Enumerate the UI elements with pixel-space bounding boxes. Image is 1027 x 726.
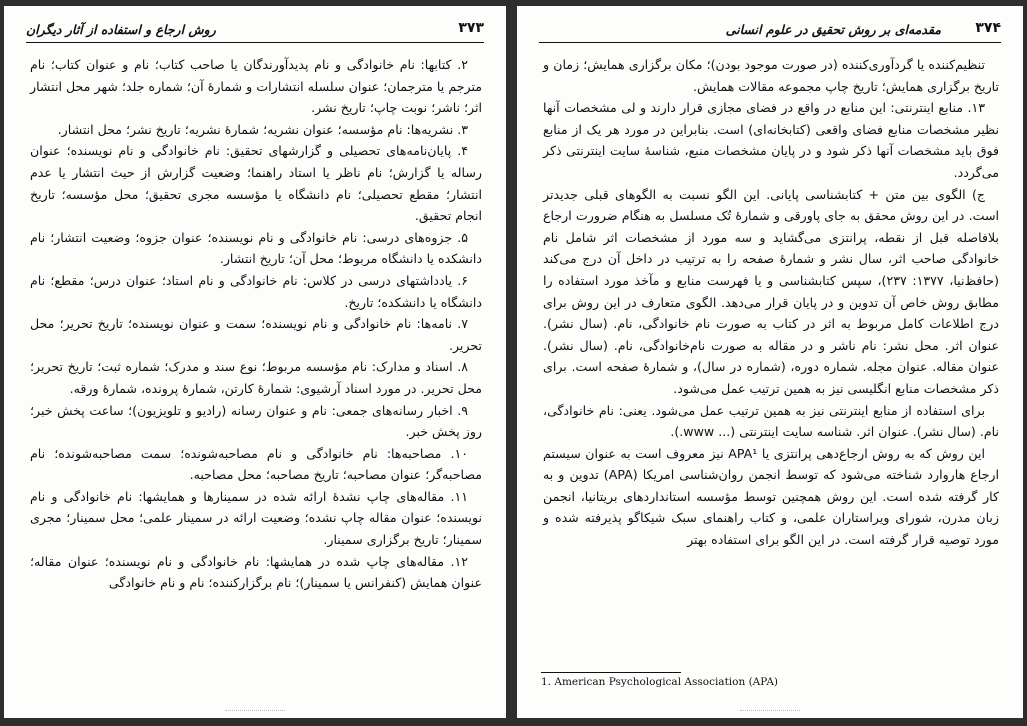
paragraph: ۱۳. منابع اینترنتی: این منابع در واقع در فضای مجازی قرار دارند و لی مشخصات آنها نظیر مشخصات منابع فضای واقعی (کتابخانه‌ای) است. بنابراین در مورد هر یک از منابع فوق باید مشخصات آنها ذکر شود و در پایان مشخصات منبع، شناسهٔ سایت اینترنتی ذکر می‌گردد. [543,100,999,180]
list-item: ۱۰. مصاحبه‌ها: نام خانوادگی و نام مصاحبه‌شونده؛ سمت مصاحبه‌شونده؛ نام مصاحبه‌گر؛ عنوان مصاحبه؛ تاریخ مصاحبه؛ محل مصاحبه. [30,445,482,483]
footnote: 1. American Psychological Association (APA) [541,676,779,688]
paragraph: تنظیم‌کننده یا گردآوری‌کننده (در صورت موجود بودن)؛ مکان برگزاری همایش؛ زمان و تاریخ برگزاری همایش؛ تاریخ چاپ مجموعه مقالات همایش. [543,57,999,94]
left-running-title: روش ارجاع و استفاده از آثار دیگران [26,22,216,37]
right-body [543,54,999,551]
list-item: ۲. کتابها: نام خانوادگی و نام پدیدآورندگان یا صاحب کتاب؛ نام و عنوان کتاب؛ نام مترجم یا مترجمان؛ عنوان سلسله انتشارات و شمارهٔ آن؛ شماره جلد؛ شهر محل انتشار اثر؛ ناشر؛ نوبت چاپ؛ تاریخ نشر. [30,57,482,116]
list-item: ۷. نامه‌ها: نام خانوادگی و نام نویسنده؛ سمت و عنوان نویسنده؛ تاریخ تحریر؛ محل تحریر. [30,316,482,353]
left-running-head [26,16,484,43]
right-running-head [539,16,1001,43]
list-item: ۱۲. مقاله‌های چاپ شده در همایشها: نام خانوادگی و نام نویسنده؛ عنوان مقاله؛ عنوان همایش (کنفرانس یا سمینار)؛ نام برگزارکننده؛ نام و نام خانوادگی [30,553,482,591]
list-item: ۵. جزوه‌های درسی: نام خانوادگی و نام نویسنده؛ عنوان جزوه؛ وضعیت انتشار؛ نام دانشکده یا دانشگاه مربوط؛ محل آن؛ تاریخ انتشار. [30,229,482,267]
footnote-divider [541,672,681,673]
right-running-title: مقدمه‌ای بر روش تحقیق در علوم انسانی [725,22,941,37]
list-item: ۸. اسناد و مدارک: نام مؤسسه مربوط؛ نوع سند و مدرک؛ شماره ثبت؛ تاریخ تحریر؛ محل تحریر. در مورد اسناد آرشیوی: شمارهٔ کارتن، شمارهٔ پرونده، شمارهٔ ورقه. [30,359,482,396]
paragraph: ج) الگوی بین متن + کتابشناسی پایانی. این الگو نسبت به الگوهای قبلی جدیدتر است. در این روش محقق به جای پاورقی و شمارهٔ تُک مسلسل به هنگام ضرورت ارجاع بلافاصله قبل از نقطه، پرانتزی می‌گشاید و سه مورد از مشخصات اثر شامل نام خانوادگی صاحب اثر، سال نشر و شمارهٔ صفحه را به ترتیب در داخل آن درج می‌کند (حافظ‌نیا، ۱۳۷۷: ۲۳۷)، سپس کتابشناسی و یا فهرست منابع و مآخذ مورد استفاده را مطابق روش خاص آن تدوین و در پایان قرار می‌دهد. الگوی متعارف در این روش برای درج اطلاعات کامل مربوط به اثر در کتاب به صورت نام خانوادگی، نام. (سال نشر). عنوان اثر. محل نشر: نام ناشر و در مقاله به صورت نام‌خانوادگی، نام. (سال نشر). عنوان مقاله. عنوان مجله. شماره دوره، (شماره در سال)، و شمارهٔ صفحه است. برای ذکر مشخصات منابع انگلیسی نیز به همین ترتیب عمل می‌شود. [543,186,999,396]
left-body [30,54,482,594]
left-page [4,6,506,718]
list-item: ۹. اخبار رسانه‌های جمعی: نام و عنوان رسانه (رادیو و تلویزیون)؛ ساعت پخش خبر؛ روز پخش خبر. [30,402,482,440]
paragraph: این روش که به روش ارجاع‌دهی پرانتزی یا APA¹ نیز معروف است به عنوان سیستم ارجاع هاروارد شناخته می‌شود که توسط انجمن روان‌شناسی امریکا (APA) تدوین و به کار گرفته شده است. این روش همچنین توسط مؤسسه استانداردهای بریتانیا، انجمن زبان مدرن، شورای ویراستاران علمی، و کتاب راهنمای سبک شیکاگو پذیرفته شده و مورد توصیه قرار گرفته است. در این الگو برای استفاده بهتر [543,445,999,548]
list-item: ۳. نشریه‌ها: نام مؤسسه؛ عنوان نشریه؛ شمارهٔ نشریه؛ تاریخ نشر؛ محل انتشار. [57,121,468,137]
paragraph: برای استفاده از منابع اینترنتی نیز به همین ترتیب عمل می‌شود. یعنی: نام خانوادگی، نام. (سال نشر). عنوان اثر. شناسه سایت اینترنتی (... www.). [543,402,999,440]
right-page-number: ۳۷۴ [975,20,1001,36]
page-edge-mark [225,710,285,714]
list-item: ۶. یادداشتهای درسی در کلاس: نام خانوادگی و نام استاد؛ عنوان درس؛ مقطع؛ نام دانشگاه یا دانشکده؛ تاریخ. [30,272,482,310]
right-page [517,6,1023,718]
list-item: ۴. پایان‌نامه‌های تحصیلی و گزارشهای تحقیق: نام خانوادگی و نام نویسنده؛ عنوان رساله یا گزارش؛ نام ناظر یا استاد راهنما؛ وضعیت گزارش از حیث انتشار یا عدم انتشار؛ مقطع تحصیلی؛ نام دانشگاه یا مؤسسه مجری تحقیق؛ محل مؤسسه؛ تاریخ انجام تحقیق. [30,143,482,224]
page-edge-mark [740,710,800,714]
left-page-number: ۳۷۳ [458,20,484,36]
list-item: ۱۱. مقاله‌های چاپ نشدهٔ ارائه شده در سمینارها و همایشها: نام خانوادگی و نام نویسنده؛ عنوان مقاله چاپ نشده؛ وضعیت ارائه در سمینار علمی؛ محل سمینار؛ مجری سمینار؛ تاریخ برگزاری سمینار. [30,488,482,548]
